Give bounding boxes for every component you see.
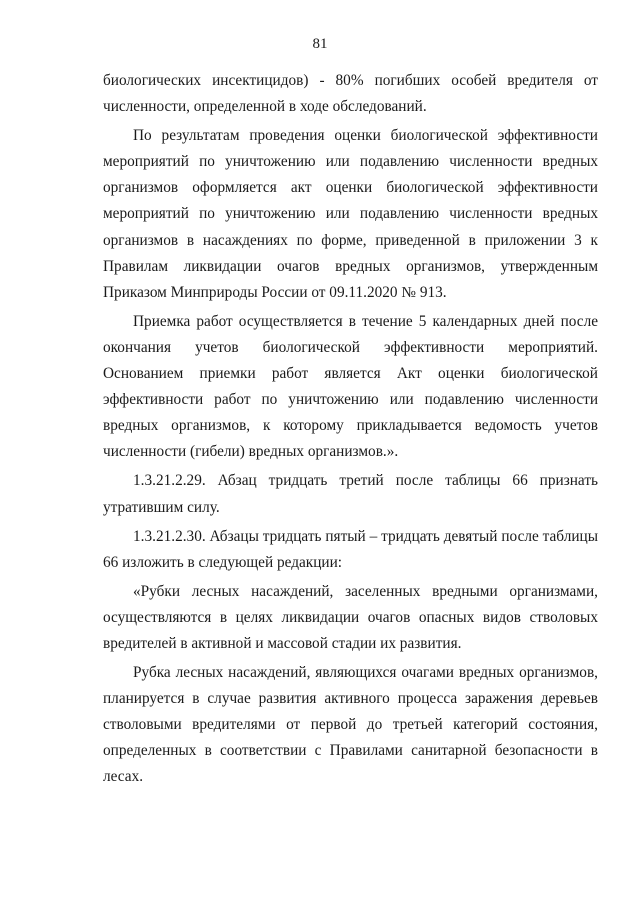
paragraph-6: «Рубки лесных насаждений, заселенных вредными организмами, осуществляются в целях ликвидации очагов опасных видов стволовых вредителей в активной и массовой стадии их развития. [103,582,598,652]
paragraph-5: 1.3.21.2.30. Абзацы тридцать пятый – тридцать девятый после таблицы 66 изложить в следующей редакции: [103,527,598,571]
paragraph-2: По результатам проведения оценки биологической эффективности мероприятий по уничтожению или подавлению численности вредных организмов оформляется акт оценки биологической эффективности мероприятий по уничтожению или подавлению численности вредных организмов в насаждениях по форме, приведенной в приложении 3 к Правилам ликвидации очагов вредных организмов, утвержденным Приказом Минприроды России от 09.11.2020 № 913. [103,127,598,301]
page-number: 81 [312,36,328,52]
paragraph-4: 1.3.21.2.29. Абзац тридцать третий после таблицы 66 признать утратившим силу. [103,472,598,516]
paragraph-7: Рубка лесных насаждений, являющихся очагами вредных организмов, планируется в случае развития активного процесса заражения деревьев стволовыми вредителями от первой до третьей категорий состояния, определенных в соответствии с Правилами санитарной безопасности в лесах. [103,664,598,786]
paragraph-1: биологических инсектицидов) - 80% погибших особей вредителя от численности, определенной в ходе обследований. [103,72,598,116]
document-body [103,68,598,794]
paragraph-3: Приемка работ осуществляется в течение 5 календарных дней после окончания учетов биологической эффективности мероприятий. Основанием приемки работ является Акт оценки биологической эффективности работ по уничтожению или подавлению численности вредных организмов, к которому прикладывается ведомость учетов численности (гибели) вредных организмов.». [103,312,598,461]
